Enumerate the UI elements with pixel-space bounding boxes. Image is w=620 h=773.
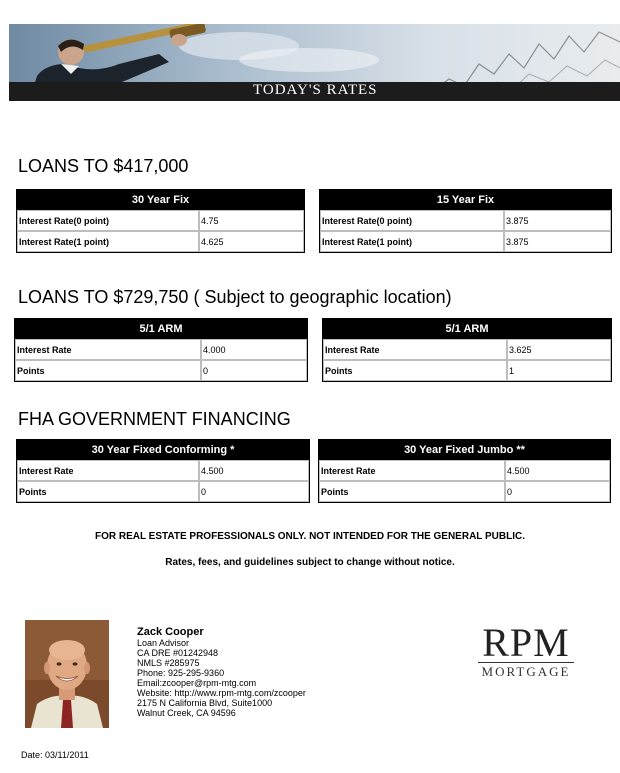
banner-title: TODAY'S RATES bbox=[253, 82, 378, 98]
row-label: Points bbox=[323, 360, 507, 381]
address-city: Walnut Creek, CA 94596 bbox=[137, 708, 236, 718]
table-header: 5/1 ARM bbox=[445, 323, 489, 335]
rate-table-15-year-fix bbox=[319, 189, 612, 253]
address-street: 2175 N California Blvd, Suite1000 bbox=[137, 698, 273, 708]
section-title-fha-financing: FHA GOVERNMENT FINANCING bbox=[18, 409, 291, 429]
advisor-name: Zack Cooper bbox=[137, 626, 204, 638]
section-title-loans-417000: LOANS TO $417,000 bbox=[18, 156, 189, 176]
row-value: 4.500 bbox=[199, 460, 309, 481]
dre-number: CA DRE #01242948 bbox=[137, 648, 219, 658]
row-value: 4.625 bbox=[199, 231, 304, 252]
row-value: 0 bbox=[201, 360, 307, 381]
advisor-photo bbox=[25, 620, 109, 728]
table-header: 30 Year Fixed Conforming * bbox=[91, 444, 235, 456]
row-value: 3.875 bbox=[504, 231, 611, 252]
row-value: 0 bbox=[505, 481, 610, 502]
header-banner bbox=[9, 24, 620, 101]
table-header: 30 Year Fixed Jumbo ** bbox=[404, 444, 525, 456]
row-value: 3.875 bbox=[504, 210, 611, 231]
row-label: Interest Rate(0 point) bbox=[17, 210, 199, 231]
email: Email:zcooper@rpm-mtg.com bbox=[137, 678, 257, 688]
row-label: Interest Rate(1 point) bbox=[17, 231, 199, 252]
table-header: 5/1 ARM bbox=[139, 323, 183, 335]
rate-table-5-1-arm-a bbox=[14, 318, 308, 382]
document-date: Date: 03/11/2011 bbox=[21, 750, 89, 760]
row-label: Interest Rate bbox=[319, 460, 505, 481]
table-header: 30 Year Fix bbox=[131, 194, 190, 206]
rate-table-30-year-fix bbox=[16, 189, 305, 253]
contact-info bbox=[137, 626, 306, 718]
row-label: Interest Rate(0 point) bbox=[320, 210, 504, 231]
row-label: Points bbox=[17, 481, 199, 502]
rate-table-5-1-arm-b bbox=[322, 318, 612, 382]
row-label: Points bbox=[319, 481, 505, 502]
row-label: Interest Rate bbox=[17, 460, 199, 481]
phone: Phone: 925-295-9360 bbox=[137, 668, 225, 678]
nmls-number: NMLS #285975 bbox=[137, 658, 200, 668]
rpm-mortgage-logo bbox=[478, 620, 574, 680]
advisor-title: Loan Advisor bbox=[137, 638, 190, 648]
website: Website: http://www.rpm-mtg.com/zcooper bbox=[137, 688, 306, 698]
row-label: Points bbox=[15, 360, 201, 381]
logo-secondary: MORTGAGE bbox=[478, 662, 574, 680]
section-title-loans-729750: LOANS TO $729,750 ( Subject to geographic location) bbox=[18, 287, 452, 307]
row-value: 4.000 bbox=[201, 339, 307, 360]
row-value: 4.75 bbox=[199, 210, 304, 231]
logo-primary: RPM bbox=[482, 620, 570, 665]
professionals-notice: FOR REAL ESTATE PROFESSIONALS ONLY. NOT INTENDED FOR THE GENERAL PUBLIC. bbox=[94, 531, 526, 542]
row-label: Interest Rate bbox=[323, 339, 507, 360]
row-value: 1 bbox=[507, 360, 611, 381]
row-label: Interest Rate bbox=[15, 339, 201, 360]
table-header: 15 Year Fix bbox=[436, 194, 495, 206]
rate-change-notice: Rates, fees, and guidelines subject to change without notice. bbox=[165, 557, 455, 568]
row-label: Interest Rate(1 point) bbox=[320, 231, 504, 252]
rate-table-fha-jumbo bbox=[318, 439, 611, 503]
rate-table-fha-conforming bbox=[16, 439, 310, 503]
row-value: 3.625 bbox=[507, 339, 611, 360]
row-value: 4.500 bbox=[505, 460, 610, 481]
row-value: 0 bbox=[199, 481, 309, 502]
